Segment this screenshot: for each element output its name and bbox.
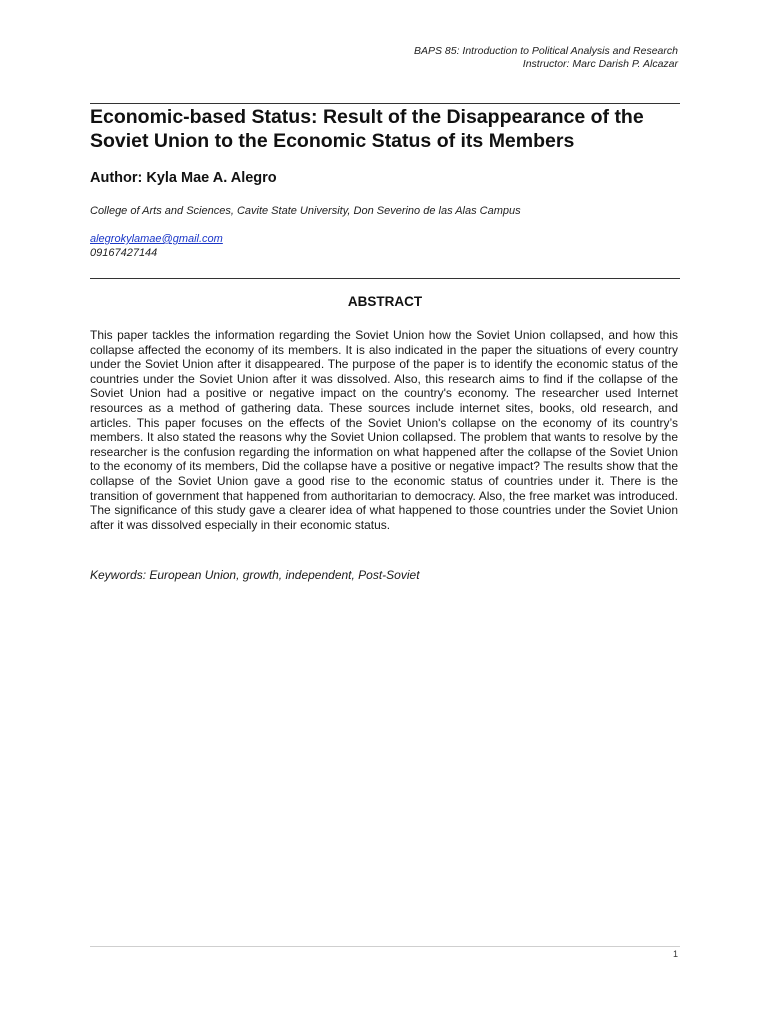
author-contact: [90, 232, 223, 260]
instructor-line: Instructor: Marc Darish P. Alcazar: [522, 58, 678, 70]
top-divider: [90, 103, 680, 104]
keywords-line: Keywords: European Union, growth, independent, Post-Soviet: [90, 568, 420, 582]
footer-divider: [90, 946, 680, 947]
paper-author: Author: Kyla Mae A. Alegro: [90, 170, 277, 186]
email-link[interactable]: alegrokylamae@gmail.com: [90, 233, 223, 245]
page-number: 1: [672, 949, 678, 959]
abstract-heading: ABSTRACT: [347, 294, 423, 309]
section-divider: [90, 278, 680, 279]
author-affiliation: College of Arts and Sciences, Cavite State University, Don Severino de las Alas Campus: [90, 205, 521, 217]
paper-title: Economic-based Status: Result of the Disappearance of the Soviet Union to the Economic Status of its Members: [90, 106, 644, 152]
running-header: [414, 45, 678, 71]
abstract-body: This paper tackles the information regarding the Soviet Union how the Soviet Union collapsed, and how this collapse affected the economy of its members. It is also indicated in the paper the situations of every country under the Soviet Union after it disappeared. The purpose of the paper is to identify the economic status of the countries under the Soviet Union after it was dissolved. Also, this research aims to find if the collapse of the Soviet Union had a positive or negative impact on the country's economy. The researcher used Internet resources as a method of gathering data. These sources include internet sites, books, old research, and articles. This paper focuses on the effects of the Soviet Union's collapse on the economy of its country’s members. It also stated the reasons why the Soviet Union collapsed. The problem that wants to resolve by the researcher is the confusion regarding the information on what happened after the collapse of the Soviet Union to the economy of its members, Did the collapse have a positive or negative impact? The results show that the collapse of the Soviet Union gave a good rise to the economic status of countries under it. There is the transition of government that happened from authoritarian to democracy. Also, the free market was introduced. The significance of this study gave a clearer idea of what happened to those countries under the Soviet Union after it was dissolved especially in their economic status.: [90, 328, 678, 532]
course-line: BAPS 85: Introduction to Political Analysis and Research: [413, 45, 678, 57]
phone-number: 09167427144: [90, 247, 158, 259]
